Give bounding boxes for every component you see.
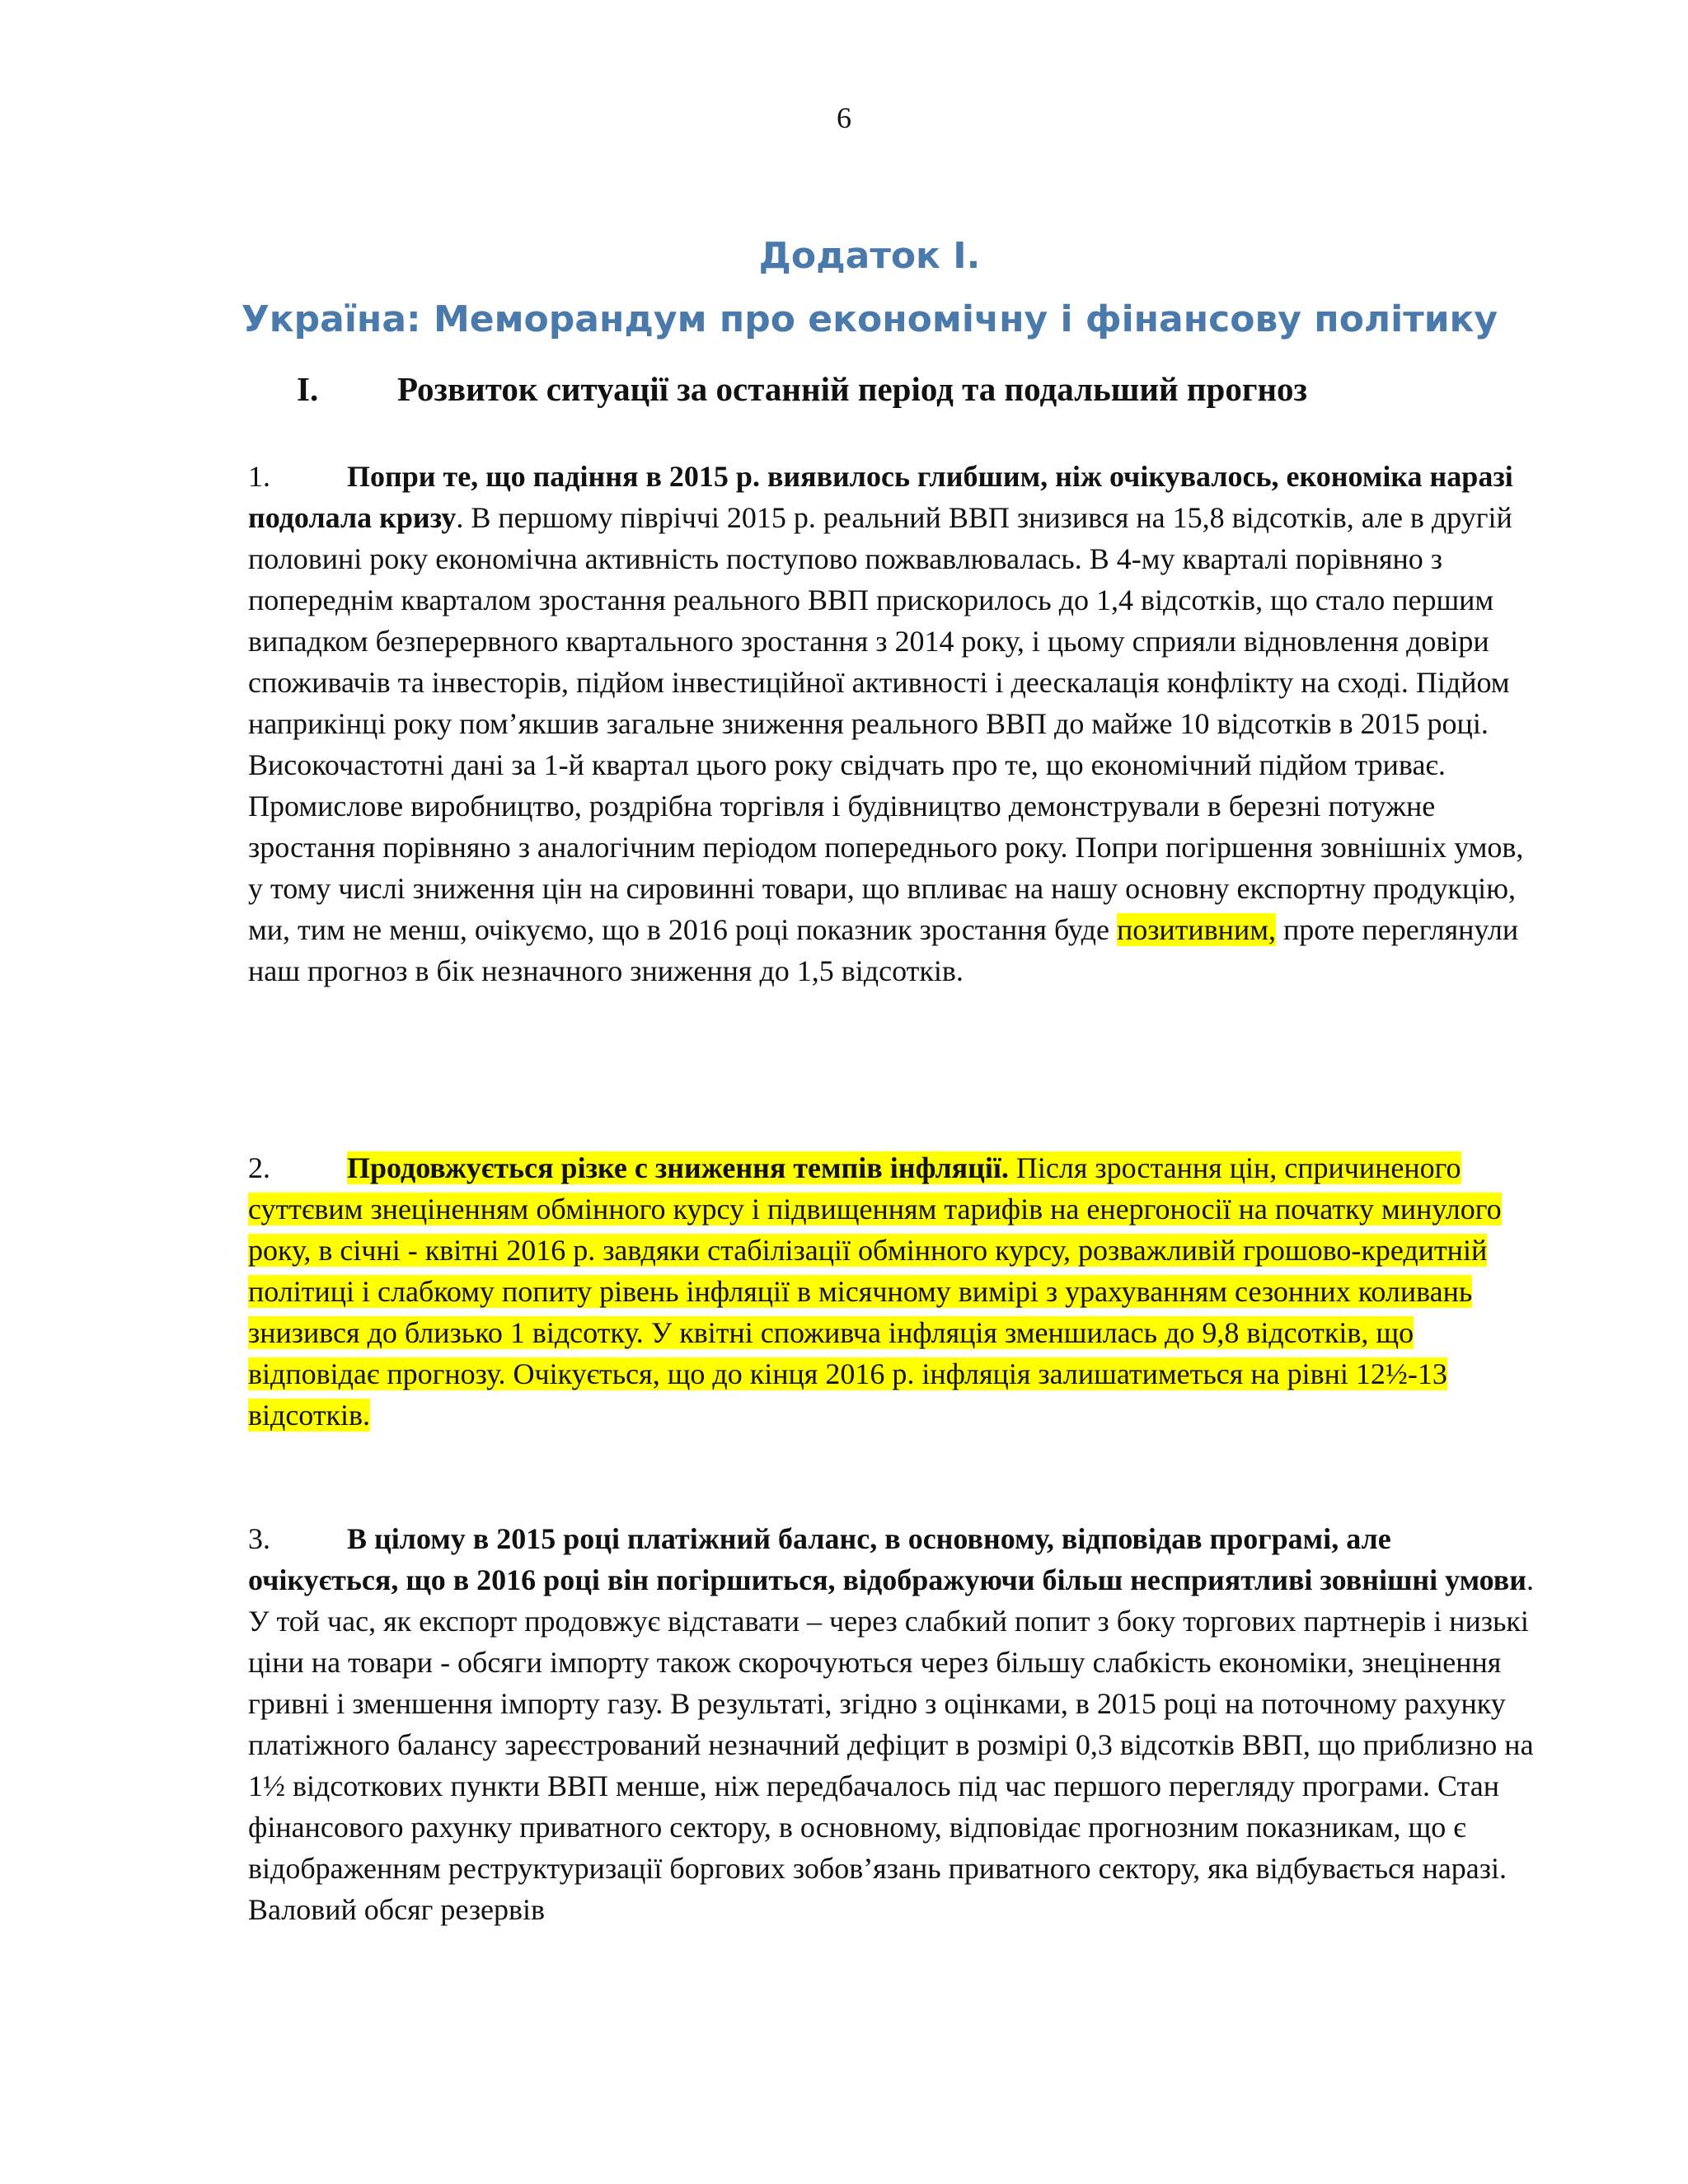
paragraph-2-text: Після зростання цін, спричиненого суттєвим знеціненням обмінного курсу і підвищенням тарифів на енергоносії на початку минулого року, в січні - квітні 2016 р. завдяки стабілізації обмінного курсу, розважливій грошово-кредитній політиці і слабкому попиту рівень інфляції в місячному вимірі з урахуванням сезонних коливань знизився до близько 1 відсотку. У квітні споживча інфляція зменшилась до 9,8 відсотків, що відповідає прогнозу. Очікується, що до кінця 2016 р. інфляція залишатиметься на рівні 12½-13 відсотків.	[248, 1151, 1502, 1432]
paragraph-1-highlight: позитивним,	[1116, 913, 1276, 946]
paragraph-1-text-a: . В першому півріччі 2015 р. реальний ВВП знизився на 15,8 відсотків, але в другій половині року економічна активність поступово пожвавлювалась. В 4-му кварталі порівняно з попереднім кварталом зростання реального ВВП прискорилось до 1,4 відсотків, що стало першим випадком безперервного квартального зростання з 2014 року, і цьому сприяли відновлення довіри споживачів та інвесторів, підйом інвестиційної активності і деескалація конфлікту на сході. Підйом наприкінці року пом’якшив загальне зниження реального ВВП до майже 10 відсотків в 2015 році. Високочастотні дані за 1-й квартал цього року свідчать про те, що економічний підйом триває. Промислове виробництво, роздрібна торгівля і будівництво демонстрували в березні потужне зростання порівняно з аналогічним періодом попереднього року. Попри погіршення зовнішніх умов, у тому числі зниження цін на сировинні товари, що впливає на нашу основну експортну продукцію, ми, тим не менш, очікуємо, що в 2016 році показник зростання буде	[248, 501, 1524, 946]
section-title: Розвиток ситуації за останній період та подальший прогноз	[397, 370, 1308, 408]
paragraph-3-number: 3.	[248, 1522, 270, 1555]
paragraph-2-number: 2.	[248, 1151, 270, 1184]
paragraph-3-text: . У той час, як експорт продовжує відставати – через слабкий попит з боку торгових партнерів і низькі ціни на товари - обсяги імпорту також скорочуються через більшу слабкість економіки, знецінення гривні і зменшення імпорту газу. В результаті, згідно з оцінками, в 2015 році на поточному рахунку платіжного балансу зареєстрований незначний дефіцит в розмірі 0,3 відсотків ВВП, що приблизно на 1½ відсоткових пункти ВВП менше, ніж передбачалось під час першого перегляду програми. Стан фінансового рахунку приватного сектору, в основному, відповідає прогнозним показникам, що є відображенням реструктуризації боргових зобов’язань приватного сектору, яка відбувається наразі. Валовий обсяг резервів	[248, 1563, 1534, 1926]
paragraph-2	[248, 1147, 1534, 1436]
page-number: 6	[837, 101, 851, 134]
paragraph-3	[248, 1518, 1534, 1930]
section-heading	[297, 369, 1533, 409]
paragraph-1-lead: Попри те, що падіння в 2015 р. виявилось глибшим, ніж очікувалось, економіка наразі подолала кризу	[248, 460, 1513, 534]
annex-subtitle: Україна: Меморандум про економічну і фінансову політику	[241, 298, 1498, 340]
paragraph-1	[248, 456, 1534, 991]
paragraph-1-number: 1.	[248, 460, 270, 493]
paragraph-2-lead: Продовжується різке с зниження темпів інфляції.	[347, 1151, 1009, 1184]
annex-title: Додаток I.	[758, 235, 981, 277]
paragraph-1-text-b: проте переглянули наш прогноз в бік незначного зниження до 1,5 відсотків.	[248, 913, 1519, 987]
paragraph-3-lead: В цілому в 2015 році платіжний баланс, в основному, відповідав програмі, але очікується, що в 2016 році він погіршиться, відображуючи більш несприятливі зовнішні умови	[248, 1522, 1526, 1596]
section-numeral: I.	[297, 370, 319, 408]
